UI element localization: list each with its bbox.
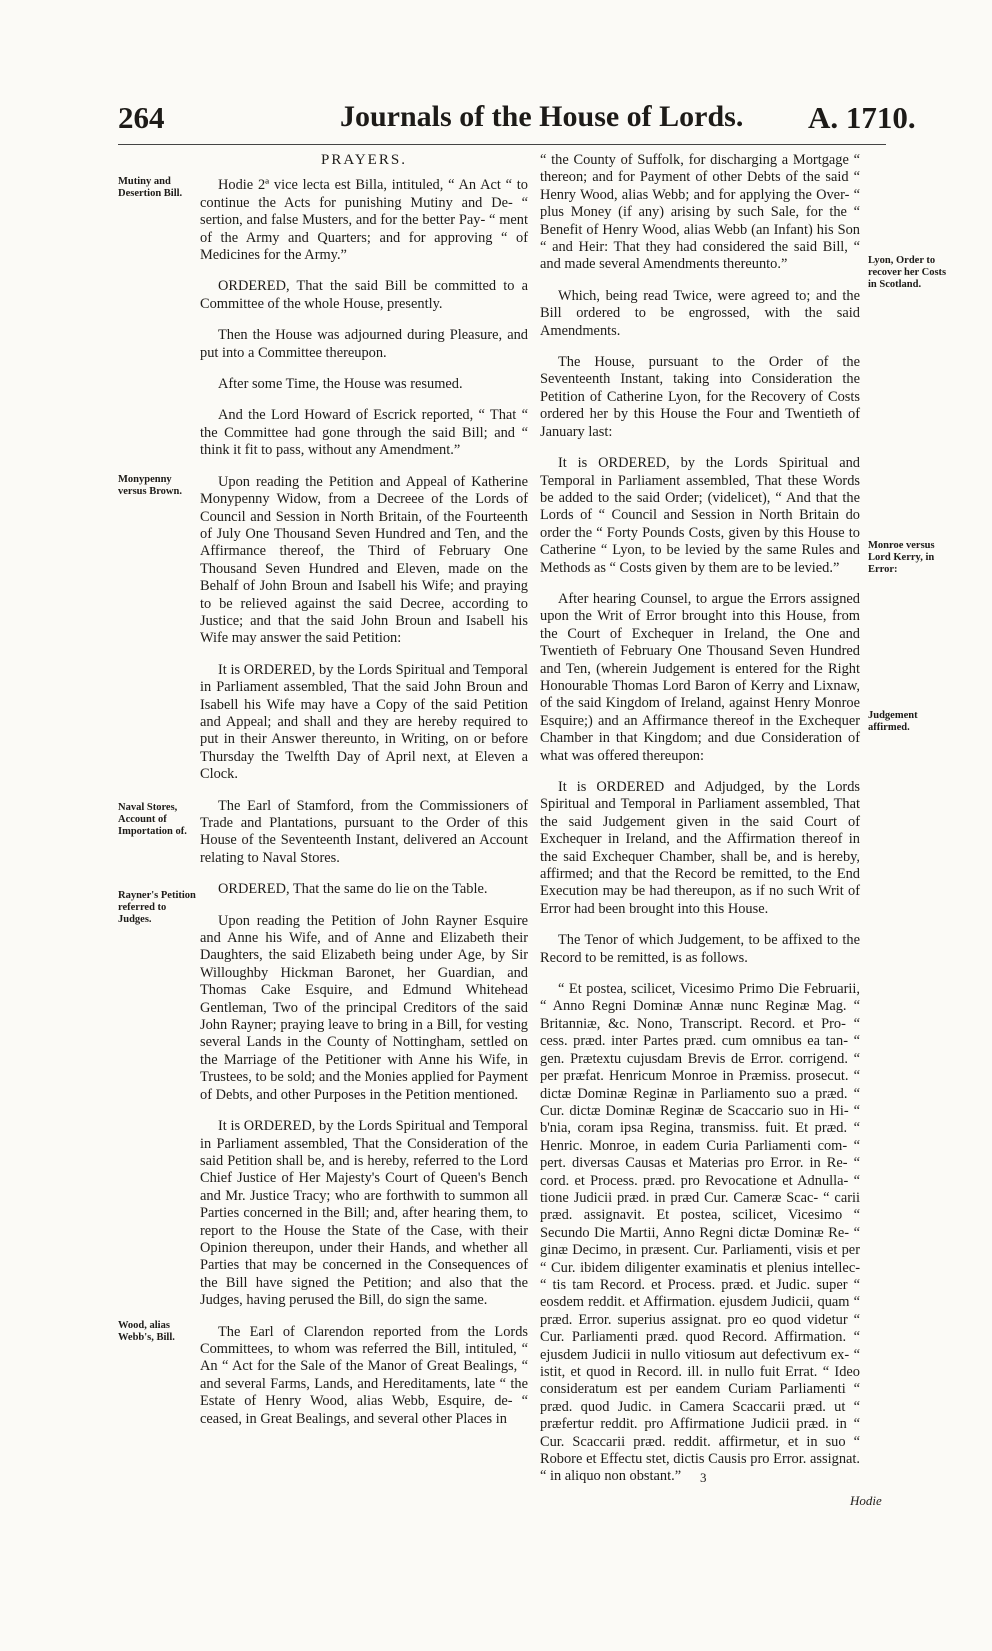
paragraph-lyon-petition: The House, pursuant to the Order of the Seventeenth Instant, taking into Consideration the Petition of Catherine Lyon, for the Recovery of Costs ordered her by this House the Four and Twentieth of January last: [540,354,860,440]
margin-note-lyon: Lyon, Order to recover her Costs in Scotland. [868,255,947,290]
paragraph-committee-order: ORDERED, That the said Bill be committed to a Committee of the whole House, presently. [200,278,528,312]
margin-note-monroe: Monroe versus Lord Kerry, in Error: [868,540,935,575]
margin-note-naval: Naval Stores, Account of Importation of. [118,802,187,837]
right-column [540,152,860,1500]
paragraph-wood-bill-cont: “ the County of Suffolk, for discharging a Mortgage “ thereon; and for Payment of other Debts of the said “ Henry Wood, alias Webb; and for applying the Over- “ plus Money (if any) arising by such Sale, for the “ Benefit of Henry Wood, alias Webb (an Infant) his Son “ and Heir: That they had considered the said Bill, “ and made several Amendments thereunto.” [540,152,860,273]
paragraph-latin-record: “ Et postea, scilicet, Vicesimo Primo Die Februarii, “ Anno Regni Dominæ Annæ nunc Reginæ Mag. “ Britanniæ, &c. Nono, Transcript. Record. et Pro- “ cess. præd. inter Partes præd. cum omnibus ea tan- “ gen. Prætextu cujusdam Brevis de Error. corrigend. “ per præfat. Henricum Monroe in Præmiss. prosecut. “ dictæ Dominæ Reginæ in Parliamento suo a præd. “ Cur. dictæ Dominæ Reginæ de Scaccario suo in Hi- “ b'nia, coram ipsa Regina, transmiss. fuit. Et præd. “ Henric. Monroe, in eadem Curia Parliamenti com- “ pert. diversas Causas et Materias pro Error. in Re- “ cord. et Process. præd. pro Revocatione et Adnulla- “ tione Judicii præd. in præd Cur. Cameræ Scac- “ carii præd. assignavit. Et postea, scilicet, Vicesimo “ Secundo Die Martii, Anno Regni dictæ Dominæ Re- “ ginæ Decimo, in præsent. Cur. Parliamenti, visis et per “ Cur. ibidem diligenter examinatis et plenius intellec- “ tis tam Record. et Process. præd. et Judic. super “ eosdem reddit. et Affirmation. ejusdem Judicii, quam “ præd. Error. superius assignat. pro eo quod videtur “ Cur. Parliamenti præd. quod Record. Affirmation. “ ejusdem Judicii in nullo vitiosum aut defectivum ex- “ istit, et quod in Record. ill. in nullo fuit Errat. “ Ideo consideratum est per eandem Curiam Parliamenti “ præd. quod Judic. in Camera Scaccarii præd. ut “ præfertur reddit. pro Affirmatione Judicii præd. in “ Cur. Scaccarii præd. reddit. affirmetur, et in suo “ Robore et Effectu stet, dictis Causis pro Error. assignat. “ in aliquo non obstant.” [540,981,860,1485]
paragraph-amendments-agreed: Which, being read Twice, were agreed to; and the Bill ordered to be engrossed, with the said Amendments. [540,287,860,339]
paragraph-judgement-affirmed: It is ORDERED and Adjudged, by the Lords Spiritual and Temporal in Parliament assembled, That the said Judgement given in the said Court of Exchequer in Ireland, and the Affirmation thereof in the said Exchequer Chamber, shall be, and is hereby, affirmed; and that the Record be remitted, to the End Execution may be had thereupon, as if no such Writ of Error had been brought into this House. [540,779,860,917]
paragraph-report: And the Lord Howard of Escrick reported, “ That “ the Committee had gone through the said Bill; and “ think it fit to pass, without any Amendment.” [200,407,528,459]
paragraph-rayner-order: It is ORDERED, by the Lords Spiritual and Temporal in Parliament assembled, That the Consideration of the said Petition shall be, and is hereby, referred to the Lord Chief Justice of Her Majesty's Court of Queen's Bench and Mr. Justice Tracy; who are forthwith to summon all Parties concerned in the Bill; and, after hearing them, to report to the House the State of the Case, with their Opinion thereupon, under their Hands, and whether all Parties that may be concerned in the Consequences of the Bill have signed the Petition; and also that the Judges, having perused the Bill, do sign the same. [200,1118,528,1309]
running-head: Journals of the House of Lords. [340,100,744,133]
left-column [200,152,528,1442]
paragraph-naval-stores: The Earl of Stamford, from the Commissioners of Trade and Plantations, pursuant to the Order of this House of the Seventeenth Instant, delivered an Account relating to Naval Stores. [200,797,528,866]
paragraph-monypenny-petition: Upon reading the Petition and Appeal of Katherine Monypenny Widow, from a Decreee of the Lords of Council and Session in North Britain, of the Fourteenth of July One Thousand Seven Hundred and Ten, and the Affirmance thereof, the Third of February One Thousand Seven Hundred and Eleven, made on the Behalf of John Broun and Isabell his Wife; and praying to be relieved against the said Decree, according to Justice; and that the said John Broun and Isabell his Wife may answer the said Petition: [200,473,528,647]
paragraph-mutiny-bill: Hodie 2ª vice lecta est Billa, intituled, “ An Act “ to continue the Acts for punishing Mutiny and De- “ sertion, and false Musters, and for the better Pay- “ ment of the Army and Quarters; and for approving “ of Medicines for the Army.” [200,177,528,264]
paragraph-monypenny-order: It is ORDERED, by the Lords Spiritual and Temporal in Parliament assembled, That the said John Broun and Isabell his Wife may have a Copy of the said Petition and Appeal; and shall and they are hereby required to put in their Answer thereunto, in Writing, on or before Thursday the Twelfth Day of April next, at Eleven a Clock. [200,661,528,783]
prayers-heading: PRAYERS. [321,152,407,168]
margin-note-judgement: Judgement affirmed. [868,710,918,733]
paragraph-lyon-order: It is ORDERED, by the Lords Spiritual and Temporal in Parliament assembled, That these Words be added to the said Order; (videlicet), “ And that the Lords of “ Council and Session in North Britain do order the “ Forty Pounds Costs, given by this House to Catherine “ Lyon, to be levied by the same Rules and Methods as “ Costs given by them are to be levied.” [540,455,860,576]
margin-note-wood: Wood, alias Webb's, Bill. [118,1320,175,1343]
paragraph-rayner-petition: Upon reading the Petition of John Rayner Esquire and Anne his Wife, and of Anne and Elizabeth their Daughters, the said Elizabeth being under Age, by Sir Willoughby Hickman Baronet, her Guardian, and Thomas Cake Esquire, and Edmund Whitehead Gentleman, Two of the principal Creditors of the said John Rayner; praying leave to bring in a Bill, for vesting several Lands in the County of Nottingham, settled on the Marriage of the Petitioner with Anne his Wife, in Trustees, to be sold; and the Monies applied for Payment of Debts, and other Purposes in the Petition mentioned. [200,912,529,1103]
catchword: Hodie [850,1493,882,1508]
paragraph-wood-bill: The Earl of Clarendon reported from the Lords Committees, to whom was referred the Bill, intituled, “ An “ Act for the Sale of the Manor of Great Bealings, “ and several Farms, Lands, and Hereditaments, late “ the Estate of Henry Wood, alias Webb, Esquire, de- “ ceased, in Great Bealings, and several other Places in [200,1323,528,1427]
paragraph-monroe-counsel: After hearing Counsel, to argue the Errors assigned upon the Writ of Error brought into this House, from the Court of Exchequer in Ireland, the One and Twentieth of February One Thousand Seven Hundred and Ten, (wherein Judgement is entered for the Right Honourable Thomas Lord Baron of Kerry and Lixnaw, of the said Kingdom of Ireland, against Henry Monroe Esquire;) and an Affirmance thereof in the Exchequer Chamber in that Kingdom; and due Consideration of what was offered thereupon: [540,590,860,764]
paragraph-tenor: The Tenor of which Judgement, to be affixed to the Record to be remitted, is as follows. [540,932,860,966]
header-rule [118,144,886,145]
signature-mark: 3 [700,1470,707,1485]
margin-note-monypenny: Monypenny versus Brown. [118,474,182,497]
paragraph-lie-on-table: ORDERED, That the same do lie on the Table. [218,881,488,898]
margin-note-mutiny: Mutiny and Desertion Bill. [118,176,183,199]
paragraph-resumed: After some Time, the House was resumed. [218,376,463,393]
paragraph-adjourned: Then the House was adjourned during Pleasure, and put into a Committee thereupon. [200,327,528,361]
page-number: 264 [118,100,165,135]
year-heading: A. 1710. [808,100,916,135]
margin-note-rayner: Rayner's Petition referred to Judges. [118,890,196,925]
